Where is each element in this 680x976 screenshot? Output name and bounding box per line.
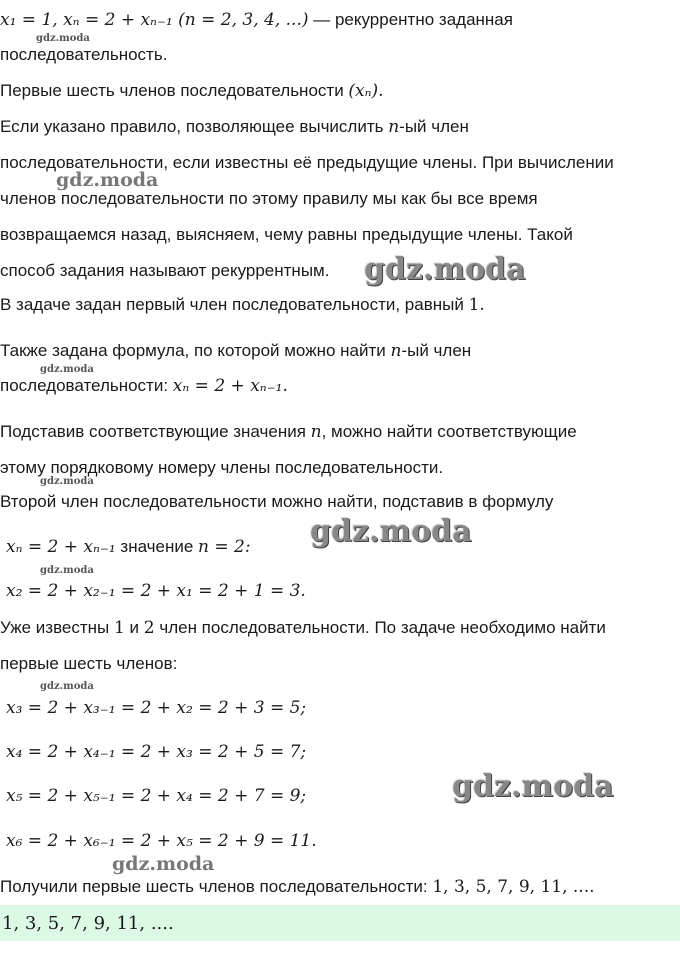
formula-line: xₙ = 2 + xₙ₋₁ значение n = 2:: [6, 537, 251, 557]
result-line: Получили первые шесть членов последовательности: 1, 3, 5, 7, 9, 11, ....: [0, 877, 595, 897]
watermark: gdz.moda: [56, 169, 159, 191]
text-line: В задаче задан первый член последовательности, равный 1.: [0, 295, 485, 315]
recurrence-formula: x₁ = 1, xₙ = 2 + xₙ₋₁ (n = 2, 3, 4, ...): [0, 10, 309, 30]
text-line: последовательность.: [0, 45, 168, 64]
formula-line: x₆ = 2 + x₆₋₁ = 2 + x₅ = 2 + 9 = 11.: [6, 831, 317, 851]
recurrence-definition: x₁ = 1, xₙ = 2 + xₙ₋₁ (n = 2, 3, 4, ...) — рекуррентно заданная: [0, 10, 513, 30]
text-line: первые шесть членов:: [0, 654, 178, 673]
text-line: последовательности: xₙ = 2 + xₙ₋₁.: [0, 376, 288, 396]
watermark: gdz.moda: [40, 565, 94, 576]
text-line: последовательности, если известны её предыдущие члены. При вычислении: [0, 153, 614, 172]
watermark: gdz.moda: [40, 476, 94, 487]
watermark: gdz.moda: [452, 769, 614, 804]
text-line: возвращаемся назад, выясняем, чему равны предыдущие члены. Такой: [0, 225, 573, 244]
watermark: gdz.moda: [310, 514, 472, 549]
answer-box: [0, 905, 680, 941]
watermark: gdz.moda: [364, 252, 526, 287]
formula-line: x₂ = 2 + x₂₋₁ = 2 + x₁ = 2 + 1 = 3.: [6, 581, 306, 601]
text-line: Первые шесть членов последовательности (xₙ).: [0, 81, 384, 101]
text-line: Также задана формула, по которой можно найти n-ый член: [0, 341, 472, 361]
watermark: gdz.moda: [112, 853, 215, 875]
formula-line: x₄ = 2 + x₄₋₁ = 2 + x₃ = 2 + 5 = 7;: [6, 742, 307, 762]
text-line: Подставив соответствующие значения n, можно найти соответствующие: [0, 422, 577, 442]
formula-line: x₅ = 2 + x₅₋₁ = 2 + x₄ = 2 + 7 = 9;: [6, 786, 307, 806]
watermark: gdz.moda: [40, 364, 94, 375]
text-line: Уже известны 1 и 2 член последовательности. По задаче необходимо найти: [0, 618, 606, 638]
formula-line: x₃ = 2 + x₃₋₁ = 2 + x₂ = 2 + 3 = 5;: [6, 698, 307, 718]
text-line: Если указано правило, позволяющее вычислить n-ый член: [0, 117, 469, 137]
watermark: gdz.moda: [36, 33, 90, 44]
text-line: этому порядковому номеру члены последовательности.: [0, 458, 444, 477]
watermark: gdz.moda: [40, 681, 94, 692]
text-line: Второй член последовательности можно найти, подставив в формулу: [0, 492, 554, 511]
answer-text: 1, 3, 5, 7, 9, 11, ....: [2, 912, 174, 934]
text-line: способ задания называют рекуррентным.: [0, 261, 330, 280]
text-line: членов последовательности по этому правилу мы как бы все время: [0, 189, 538, 208]
